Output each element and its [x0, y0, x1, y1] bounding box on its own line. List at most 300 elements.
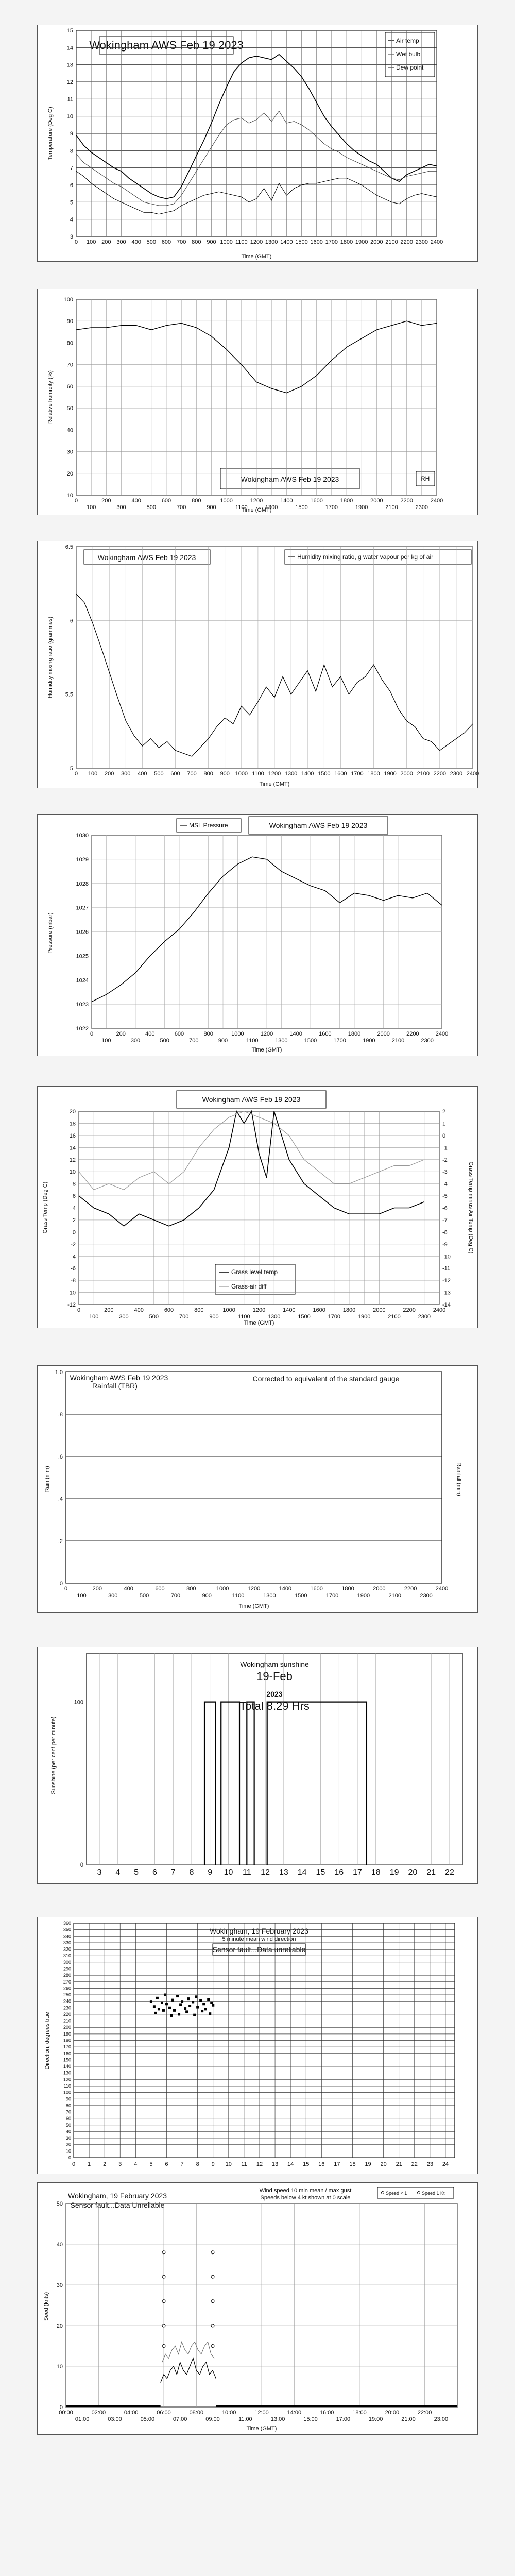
x-tick-label: 1500: [295, 1592, 307, 1599]
x-tick-label: 7: [180, 2161, 184, 2167]
sun-ylabel: Sunshine (per cent per minute): [50, 1716, 57, 1794]
x-tick-label: 2200: [403, 1307, 416, 1313]
y-tick-label: 11: [67, 96, 73, 103]
y-tick-label: 1025: [76, 953, 89, 960]
series-grass-level: [79, 1111, 424, 1226]
x-tick-label: 300: [116, 504, 126, 511]
hmr-xlabel: Time (GMT): [259, 781, 290, 787]
y-tick-label: 160: [63, 2050, 71, 2056]
x-tick-label: 13: [271, 2161, 279, 2167]
y-tick-label: 40: [56, 2242, 63, 2248]
y-tick-label: 4: [70, 216, 73, 223]
x-tick-label: 100: [101, 1038, 111, 1044]
wind-direction-chart-panel: [37, 1917, 478, 2174]
pressure-ylabel: Pressure (mbar): [47, 912, 54, 954]
x-tick-label: 2100: [417, 771, 430, 777]
y-tick-label: 12: [66, 79, 73, 86]
legend-wet-bulb: Wet bulb: [396, 50, 421, 58]
x-tick-label: 22: [445, 1868, 454, 1877]
gust-outlier-point: [211, 2324, 214, 2327]
rain-xlabel: Time (GMT): [238, 1603, 269, 1609]
y-right-tick-label: -4: [442, 1181, 448, 1188]
y-tick-label: -6: [71, 1265, 76, 1272]
y-tick-label: 210: [63, 2018, 71, 2024]
y-tick-label: 300: [63, 1959, 71, 1965]
x-tick-label: 2400: [430, 239, 443, 245]
x-tick-label: 1500: [298, 1314, 311, 1320]
x-tick-label: 14: [287, 2161, 294, 2167]
x-tick-label: 800: [203, 771, 213, 777]
y-tick-label: 6.5: [65, 544, 73, 550]
direction-point: [196, 2006, 199, 2009]
y-tick-label: 70: [65, 2109, 71, 2115]
x-tick-label: 2400: [435, 1031, 449, 1037]
y-tick-label: 14: [66, 45, 73, 52]
y-tick-label: 8: [70, 148, 73, 155]
direction-point: [187, 1997, 190, 2000]
x-tick-label: 100: [86, 239, 96, 245]
y-tick-label: 360: [63, 1921, 71, 1926]
y-tick-label: 0: [72, 1229, 76, 1236]
x-tick-label: 14: [297, 1868, 307, 1877]
x-tick-label: 1300: [265, 239, 278, 245]
dir-title: Wokingham, 19 February 2023: [210, 1927, 308, 1935]
y-tick-label: 40: [65, 2129, 71, 2134]
x-tick-label: 13: [279, 1868, 288, 1877]
x-tick-label: 19: [389, 1868, 399, 1877]
x-tick-label: 800: [186, 1586, 196, 1592]
y-tick-label: 110: [63, 2083, 71, 2089]
x-tick-label: 0: [74, 498, 78, 504]
direction-point: [162, 2009, 165, 2012]
direction-point: [179, 2003, 182, 2006]
y-tick-label: 10: [69, 1169, 76, 1176]
y-tick-label: 240: [63, 1998, 71, 2004]
x-tick-label: 21:00: [401, 2416, 416, 2422]
x-tick-label: 1300: [265, 504, 278, 511]
direction-point: [188, 2005, 191, 2007]
sunshine-chart-panel: [37, 1647, 478, 1884]
x-tick-label: 2400: [430, 498, 443, 504]
x-tick-label: 3: [118, 2161, 122, 2167]
x-tick-label: 1000: [216, 1586, 229, 1592]
y-tick-label: 6: [70, 618, 73, 624]
x-tick-label: 900: [209, 1314, 219, 1320]
series-gust-speed: [162, 2342, 214, 2363]
y-right-tick-label: -10: [442, 1253, 451, 1260]
x-tick-label: 1900: [357, 1592, 370, 1599]
x-tick-label: 21: [396, 2161, 402, 2167]
gust-outlier-point: [211, 2300, 214, 2303]
y-tick-label: 15: [66, 28, 73, 34]
direction-point: [207, 1998, 210, 2001]
y-tick-label: .4: [58, 1496, 63, 1502]
y-tick-label: 5.5: [65, 691, 73, 698]
x-tick-label: 23: [426, 2161, 433, 2167]
x-tick-label: 700: [179, 1314, 189, 1320]
y-tick-label: 310: [63, 1953, 71, 1959]
x-tick-label: 1500: [318, 771, 331, 777]
y-right-tick-label: -8: [442, 1229, 448, 1236]
x-tick-label: 0: [74, 239, 78, 245]
y-right-tick-label: -3: [442, 1169, 448, 1176]
sun-year: 2023: [266, 1690, 283, 1698]
speed-note: Sensor fault...Data Unreliable: [70, 2201, 165, 2209]
x-tick-label: 8: [189, 1868, 194, 1877]
x-tick-label: 800: [203, 1031, 213, 1037]
x-tick-label: 18:00: [352, 2410, 367, 2416]
x-tick-label: 2100: [385, 239, 398, 245]
direction-point: [201, 2010, 203, 2012]
x-tick-label: 1500: [295, 504, 308, 511]
y-tick-label: 1022: [76, 1026, 89, 1032]
y-tick-label: 100: [74, 1699, 83, 1706]
sun-date: 19-Feb: [256, 1670, 293, 1683]
dir-note: Sensor fault...Data unreliable: [212, 1945, 306, 1954]
x-tick-label: 500: [146, 239, 157, 245]
x-tick-label: 19:00: [368, 2416, 383, 2422]
x-tick-label: 2400: [435, 1586, 449, 1592]
x-tick-label: 1700: [325, 1592, 339, 1599]
legend-msl-pressure: MSL Pressure: [189, 822, 228, 829]
wind-direction-chart: [38, 1917, 477, 2174]
hmr-ylabel: Humidity mixing ratio (grammes): [47, 616, 54, 699]
x-tick-label: 300: [119, 1314, 129, 1320]
y-tick-label: 50: [56, 2201, 63, 2207]
sun-total: Total 8.29 Hrs: [239, 1700, 310, 1713]
x-tick-label: 2300: [450, 771, 463, 777]
x-tick-label: 2300: [415, 239, 428, 245]
y-tick-label: 9: [70, 131, 73, 137]
x-tick-label: 400: [145, 1031, 155, 1037]
y-tick-label: 14: [69, 1145, 76, 1151]
legend-air-temp: Air temp: [396, 37, 419, 44]
x-tick-label: 20: [380, 2161, 387, 2167]
direction-point: [153, 2005, 156, 2008]
y-tick-label: 13: [66, 62, 73, 69]
pressure-chart-panel: [37, 814, 478, 1056]
x-tick-label: 400: [131, 498, 141, 504]
x-tick-label: 2200: [400, 498, 413, 504]
x-tick-label: 1100: [232, 1592, 245, 1599]
y-tick-label: 10: [66, 113, 73, 120]
x-tick-label: 4: [134, 2161, 138, 2167]
x-tick-label: 1100: [238, 1314, 250, 1320]
x-tick-label: 400: [134, 1307, 144, 1313]
y-tick-label: 20: [65, 2142, 71, 2147]
x-tick-label: 1300: [263, 1592, 276, 1599]
y-tick-label: -2: [71, 1241, 76, 1248]
x-tick-label: 400: [131, 239, 141, 245]
x-tick-label: 1400: [283, 1307, 296, 1313]
x-tick-label: 900: [202, 1592, 212, 1599]
direction-point: [165, 2003, 168, 2005]
rainfall-chart-panel: [37, 1365, 478, 1613]
legend-speed-lt1: Speed < 1: [386, 2191, 407, 2196]
x-tick-label: 2200: [433, 771, 447, 777]
grass-xlabel: Time (GMT): [244, 1320, 274, 1326]
x-tick-label: 1800: [348, 1031, 361, 1037]
x-tick-label: 18: [349, 2161, 356, 2167]
x-tick-label: 1300: [267, 1314, 281, 1320]
x-tick-label: 700: [189, 1038, 199, 1044]
rain-title: Wokingham AWS Feb 19 2023: [70, 1374, 168, 1382]
y-tick-label: 100: [63, 2090, 71, 2095]
x-tick-label: 01:00: [75, 2416, 90, 2422]
x-tick-label: 1500: [295, 239, 308, 245]
x-tick-label: 11: [241, 2161, 247, 2167]
x-tick-label: 1600: [310, 498, 323, 504]
x-tick-label: 05:00: [140, 2416, 155, 2422]
x-tick-label: 1200: [252, 1307, 266, 1313]
x-tick-label: 19: [365, 2161, 371, 2167]
x-tick-label: 1600: [334, 771, 347, 777]
x-tick-label: 22: [411, 2161, 418, 2167]
x-tick-label: 2200: [406, 1031, 419, 1037]
x-tick-label: 24: [442, 2161, 449, 2167]
x-tick-label: 1400: [289, 1031, 302, 1037]
x-tick-label: 1200: [268, 771, 281, 777]
y-tick-label: 280: [63, 1973, 71, 1978]
x-tick-label: 300: [121, 771, 131, 777]
y-tick-label: 0: [80, 1862, 83, 1868]
grass-legend: [215, 1264, 295, 1294]
y-tick-label: 1030: [76, 833, 89, 839]
x-tick-label: 1700: [325, 239, 338, 245]
sunshine-chart: [38, 1647, 477, 1883]
dir-subtitle: 5 minute mean wind direction: [222, 1936, 296, 1942]
y-right-tick-label: 0: [442, 1132, 446, 1139]
y-tick-label: 120: [63, 2077, 71, 2082]
x-tick-label: 700: [187, 771, 197, 777]
y-tick-label: 90: [65, 2096, 71, 2102]
x-tick-label: 500: [139, 1592, 149, 1599]
y-tick-label: 320: [63, 1946, 71, 1952]
x-tick-label: 600: [161, 498, 171, 504]
x-tick-label: 1100: [235, 239, 248, 245]
y-tick-label: 10: [56, 2364, 63, 2370]
temp-ylabel: Temperature (Deg C): [47, 107, 54, 160]
x-tick-label: 16:00: [319, 2410, 334, 2416]
x-tick-label: 1600: [313, 1307, 325, 1313]
x-tick-label: 1700: [351, 771, 364, 777]
x-tick-label: 1200: [250, 498, 263, 504]
legend-dew-point: Dew point: [396, 64, 424, 71]
speed-title: Wokingham, 19 February 2023: [68, 2192, 167, 2200]
x-tick-label: 20:00: [385, 2410, 400, 2416]
x-tick-label: 2300: [418, 1314, 431, 1320]
direction-point: [154, 2012, 157, 2014]
x-tick-label: 100: [88, 771, 98, 777]
speed-ylabel: Seed (knts): [43, 2292, 49, 2321]
speed-subtitle: Wind speed 10 min mean / max gust: [259, 2188, 352, 2194]
y-tick-label: 1028: [76, 880, 89, 887]
x-tick-label: 15: [316, 1868, 325, 1877]
y-tick-label: 220: [63, 2011, 71, 2017]
y-tick-label: -8: [71, 1278, 76, 1284]
direction-point: [178, 2013, 180, 2015]
y-tick-label: 30: [56, 2282, 63, 2289]
mixing-ratio-chart: [38, 541, 477, 788]
temp-title: Wokingham AWS Feb 19 2023: [89, 39, 244, 52]
y-tick-label: 0: [59, 2404, 63, 2411]
direction-point: [192, 2001, 194, 2003]
y-tick-label: 330: [63, 1940, 71, 1945]
x-tick-label: 600: [161, 239, 171, 245]
x-tick-label: 1600: [319, 1031, 332, 1037]
y-tick-label: 10: [66, 493, 73, 499]
y-tick-label: .6: [58, 1454, 63, 1460]
x-tick-label: 1900: [357, 1314, 371, 1320]
x-tick-label: 1400: [280, 239, 293, 245]
y-tick-label: 230: [63, 2005, 71, 2011]
x-tick-label: 600: [164, 1307, 174, 1313]
x-tick-label: 2000: [400, 771, 413, 777]
direction-point: [164, 1994, 166, 1996]
x-tick-label: 11:00: [238, 2416, 252, 2422]
hmr-title: Wokingham AWS Feb 19 2023: [97, 553, 196, 562]
direction-point: [202, 2003, 205, 2005]
grass-ylabel-right: Grass Temp minus Air Temp (Deg C): [468, 1161, 474, 1254]
y-tick-label: 3: [70, 234, 73, 240]
x-tick-label: 1300: [284, 771, 298, 777]
y-tick-label: 12: [69, 1157, 76, 1163]
y-tick-label: 8: [72, 1181, 76, 1188]
x-tick-label: 12:00: [254, 2410, 269, 2416]
rainfall-chart: [38, 1366, 477, 1612]
y-tick-label: 16: [69, 1132, 76, 1139]
x-tick-label: 500: [160, 1038, 169, 1044]
y-tick-label: 260: [63, 1986, 71, 1991]
x-tick-label: 21: [426, 1868, 436, 1877]
y-right-tick-label: 1: [442, 1121, 446, 1127]
x-tick-label: 1700: [333, 1038, 346, 1044]
x-tick-label: 900: [218, 1038, 228, 1044]
x-tick-label: 1300: [275, 1038, 288, 1044]
x-tick-label: 10: [225, 2161, 232, 2167]
y-tick-label: 2: [72, 1217, 76, 1224]
pressure-xlabel: Time (GMT): [251, 1047, 282, 1053]
x-tick-label: 1800: [342, 1307, 356, 1313]
x-tick-label: 1800: [341, 1586, 354, 1592]
y-tick-label: .2: [58, 1538, 63, 1545]
x-tick-label: 2000: [377, 1031, 390, 1037]
y-tick-label: 18: [69, 1121, 76, 1127]
wind-speed-chart: [38, 2183, 477, 2434]
y-tick-label: 170: [63, 2044, 71, 2050]
y-tick-label: 6: [72, 1193, 76, 1200]
y-right-tick-label: -11: [442, 1265, 451, 1272]
temperature-chart-panel: [37, 25, 478, 262]
y-tick-label: 140: [63, 2064, 71, 2070]
y-tick-label: 30: [66, 449, 73, 455]
y-tick-label: 50: [65, 2122, 71, 2128]
x-tick-label: 1800: [367, 771, 380, 777]
y-tick-label: 1024: [76, 977, 89, 984]
y-tick-label: 4: [72, 1205, 76, 1212]
x-tick-label: 100: [89, 1314, 99, 1320]
direction-point: [209, 2012, 211, 2015]
y-tick-label: 200: [63, 2025, 71, 2030]
direction-point: [161, 2002, 163, 2004]
direction-point: [181, 2000, 183, 2003]
x-tick-label: 600: [170, 771, 180, 777]
gust-outlier-point: [162, 2324, 165, 2327]
x-tick-label: 1800: [340, 498, 353, 504]
x-tick-label: 500: [146, 504, 157, 511]
y-tick-label: 270: [63, 1979, 71, 1985]
temp-xlabel: Time (GMT): [241, 253, 272, 260]
speed-legend: [377, 2187, 454, 2198]
y-tick-label: 1.0: [55, 1369, 63, 1376]
x-tick-label: 2000: [370, 239, 383, 245]
direction-point: [199, 1999, 202, 2002]
y-tick-label: 80: [66, 340, 73, 347]
y-tick-label: 150: [63, 2057, 71, 2063]
x-tick-label: 1900: [355, 504, 368, 511]
y-tick-label: 20: [69, 1109, 76, 1115]
y-tick-label: 10: [65, 2148, 71, 2154]
rain-subtitle: Rainfall (TBR): [92, 1382, 138, 1390]
x-tick-label: 20: [408, 1868, 418, 1877]
x-tick-label: 500: [154, 771, 164, 777]
sunshine-segment: [247, 1702, 254, 1865]
direction-point: [204, 2008, 207, 2010]
speed-xlabel: Time (GMT): [246, 2426, 277, 2432]
rh-ylabel: Relative humidity (%): [47, 370, 54, 424]
x-tick-label: 5: [149, 2161, 153, 2167]
x-tick-label: 22:00: [417, 2410, 432, 2416]
temp-legend: [385, 32, 435, 77]
y-tick-label: -10: [67, 1290, 76, 1296]
x-tick-label: 17: [334, 2161, 340, 2167]
x-tick-label: 2000: [370, 498, 383, 504]
humidity-chart-panel: [37, 289, 478, 515]
x-tick-label: 1200: [260, 1031, 273, 1037]
x-tick-label: 03:00: [108, 2416, 122, 2422]
x-tick-label: 800: [192, 239, 201, 245]
rain-ylabel-right: Rainfall (mm): [456, 1462, 462, 1496]
y-right-tick-label: -13: [442, 1290, 451, 1296]
x-tick-label: 800: [192, 498, 201, 504]
x-tick-label: 15: [303, 2161, 310, 2167]
x-tick-label: 100: [77, 1592, 87, 1599]
x-tick-label: 1100: [246, 1038, 259, 1044]
y-tick-label: 1026: [76, 929, 89, 936]
gust-outlier-point: [162, 2275, 165, 2278]
x-tick-label: 2100: [388, 1314, 401, 1320]
y-right-tick-label: -1: [442, 1145, 448, 1151]
gust-outlier-point: [211, 2345, 214, 2348]
x-tick-label: 18: [371, 1868, 381, 1877]
x-tick-label: 11: [243, 1868, 251, 1877]
x-tick-label: 400: [138, 771, 147, 777]
hmr-legend: [285, 550, 471, 564]
y-right-tick-label: -6: [442, 1205, 448, 1212]
y-tick-label: 100: [63, 297, 73, 303]
direction-point: [185, 2010, 188, 2013]
y-right-tick-label: -9: [442, 1241, 448, 1248]
y-right-tick-label: -2: [442, 1157, 448, 1163]
x-tick-label: 200: [101, 498, 111, 504]
x-tick-label: 7: [170, 1868, 176, 1877]
grass-chart-panel: [37, 1086, 478, 1328]
x-tick-label: 13:00: [270, 2416, 285, 2422]
x-tick-label: 1400: [301, 771, 314, 777]
y-tick-label: 340: [63, 1934, 71, 1939]
y-right-tick-label: -12: [442, 1278, 451, 1284]
x-tick-label: 2100: [388, 1592, 401, 1599]
